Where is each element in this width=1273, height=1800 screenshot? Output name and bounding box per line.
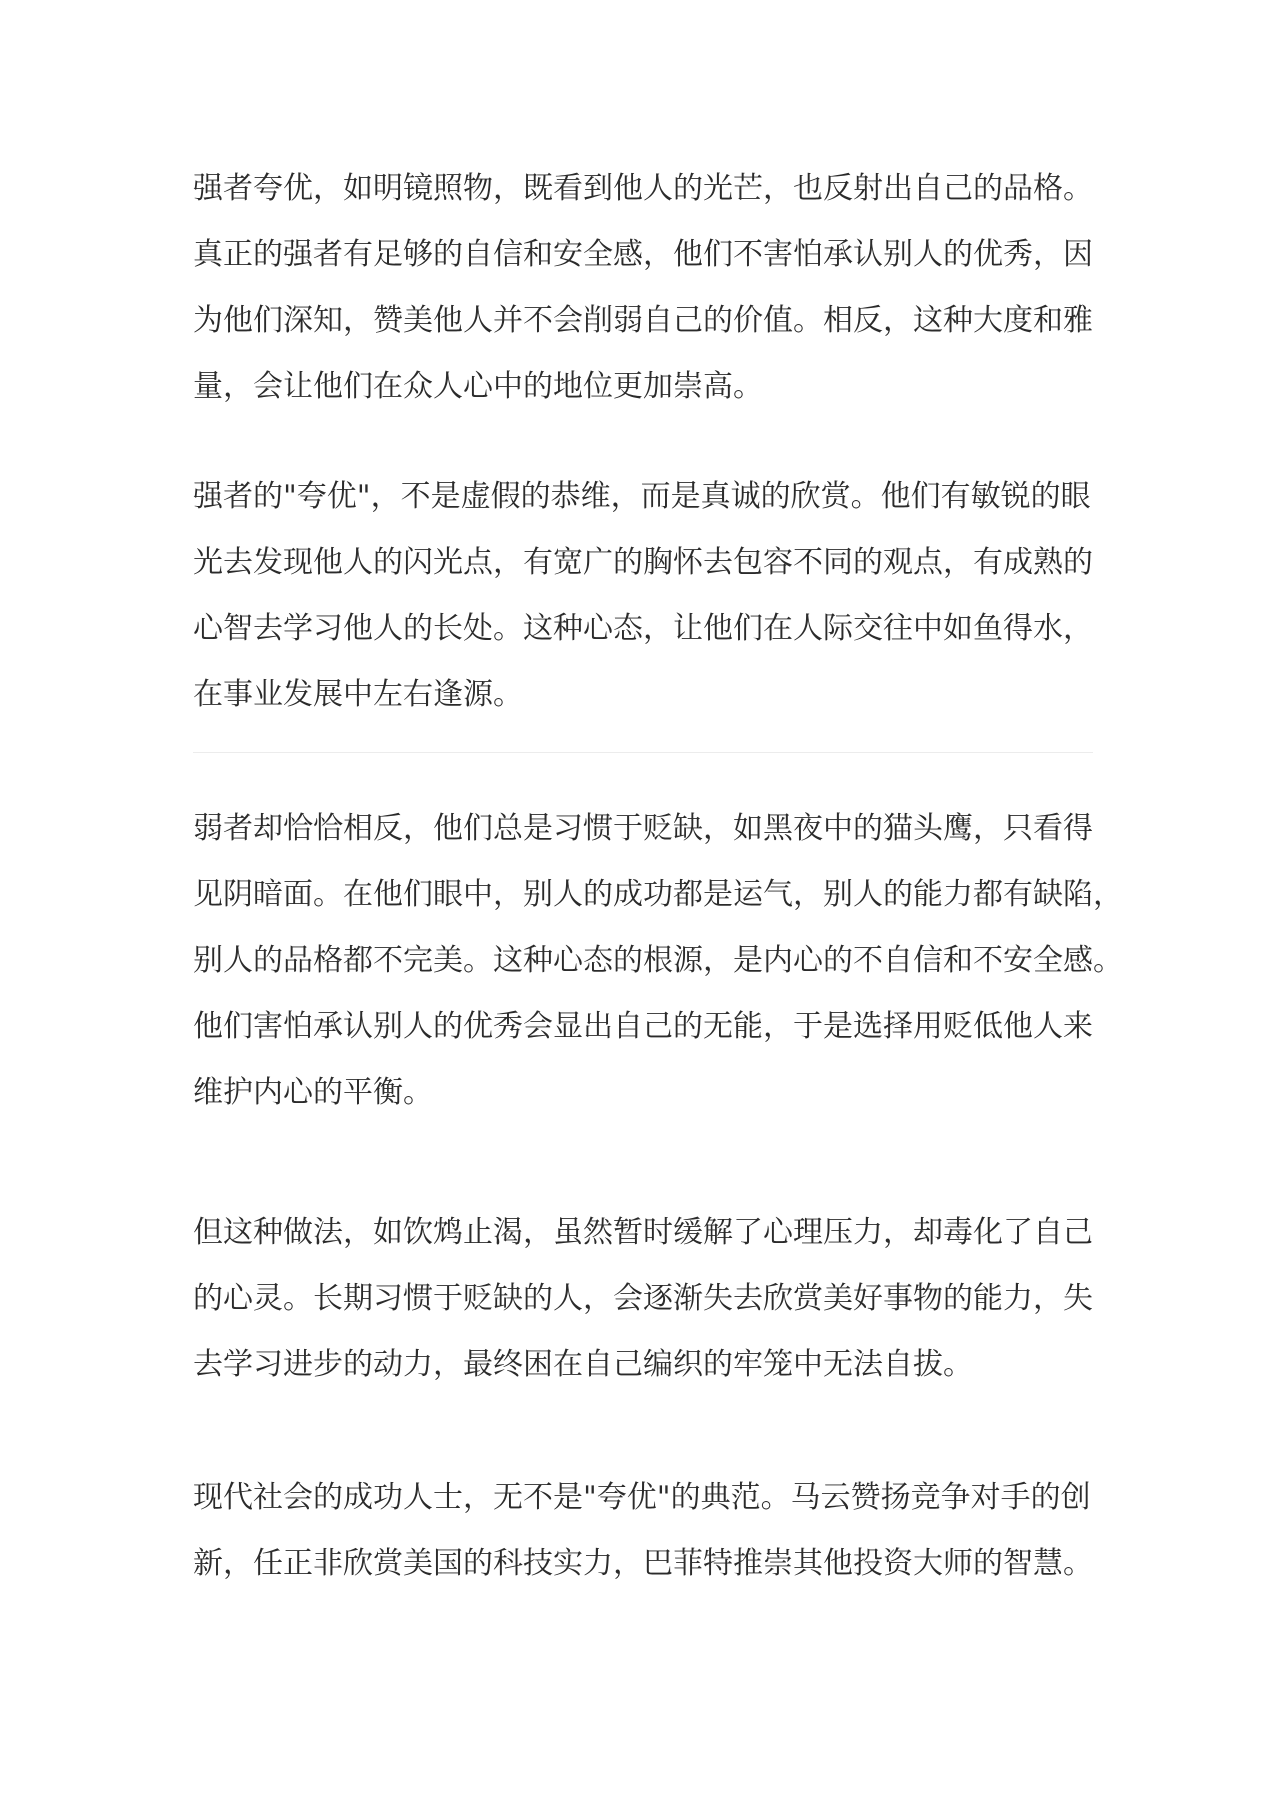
paragraph-line: 去学习进步的动力，最终困在自己编织的牢笼中无法自拔。 bbox=[193, 1347, 973, 1382]
paragraph-line: 他们害怕承认别人的优秀会显出自己的无能，于是选择用贬低他人来 bbox=[193, 1009, 1093, 1044]
paragraph-line: 见阴暗面。在他们眼中，别人的成功都是运气，别人的能力都有缺陷， bbox=[193, 877, 1123, 912]
paragraph-2 bbox=[193, 464, 1093, 728]
paragraph-line: 为他们深知，赞美他人并不会削弱自己的价值。相反，这种大度和雅 bbox=[193, 303, 1093, 338]
paragraph-line: 心智去学习他人的长处。这种心态，让他们在人际交往中如鱼得水， bbox=[193, 611, 1093, 646]
paragraph-line: 的心灵。长期习惯于贬缺的人，会逐渐失去欣赏美好事物的能力，失 bbox=[193, 1281, 1093, 1316]
paragraph-line: 量，会让他们在众人心中的地位更加崇高。 bbox=[193, 369, 763, 404]
paragraph-line: 但这种做法，如饮鸩止渴，虽然暂时缓解了心理压力，却毒化了自己 bbox=[193, 1215, 1093, 1250]
section-divider bbox=[193, 752, 1093, 753]
paragraph-4 bbox=[193, 1200, 1093, 1398]
paragraph-3 bbox=[193, 796, 1123, 1126]
paragraph-line: 新，任正非欣赏美国的科技实力，巴菲特推崇其他投资大师的智慧。 bbox=[193, 1546, 1093, 1581]
paragraph-line: 真正的强者有足够的自信和安全感，他们不害怕承认别人的优秀，因 bbox=[193, 237, 1093, 272]
paragraph-line: 光去发现他人的闪光点，有宽广的胸怀去包容不同的观点，有成熟的 bbox=[193, 545, 1093, 580]
paragraph-5 bbox=[193, 1465, 1093, 1597]
paragraph-line: 强者夸优，如明镜照物，既看到他人的光芒，也反射出自己的品格。 bbox=[193, 171, 1093, 206]
paragraph-line: 别人的品格都不完美。这种心态的根源，是内心的不自信和不安全感。 bbox=[193, 943, 1123, 978]
paragraph-line: 现代社会的成功人士，无不是"夸优"的典范。马云赞扬竞争对手的创 bbox=[193, 1480, 1091, 1515]
paragraph-line: 维护内心的平衡。 bbox=[193, 1075, 433, 1110]
paragraph-line: 强者的"夸优"，不是虚假的恭维，而是真诚的欣赏。他们有敏锐的眼 bbox=[193, 479, 1091, 514]
paragraph-1 bbox=[193, 156, 1093, 420]
paragraph-line: 在事业发展中左右逢源。 bbox=[193, 677, 523, 712]
paragraph-line: 弱者却恰恰相反，他们总是习惯于贬缺，如黑夜中的猫头鹰，只看得 bbox=[193, 811, 1093, 846]
